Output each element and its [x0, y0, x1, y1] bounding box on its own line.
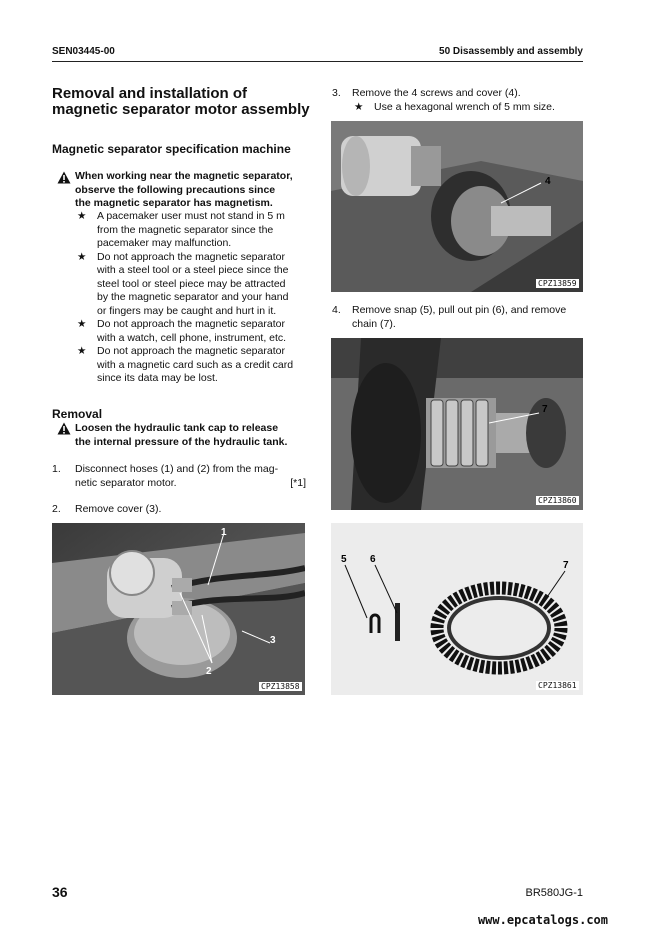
precaution-line: Do not approach the magnetic separator — [97, 250, 285, 263]
removal-heading: Removal — [52, 407, 103, 421]
star-icon: ★ — [77, 250, 87, 263]
star-icon: ★ — [77, 345, 87, 357]
step-note-text: Use a hexagonal wrench of 5 mm size. — [374, 100, 555, 113]
page-title: Removal and installation of magnetic separator motor assembly — [52, 85, 310, 118]
precaution-line: or fingers may be caught and hurt in it. — [97, 304, 277, 317]
precaution-item — [75, 318, 306, 345]
precaution-line: steel tool or steel piece may be attracted — [97, 277, 286, 290]
step-note — [352, 101, 583, 115]
page-number: 36 — [52, 884, 68, 900]
photo-motor-cover — [331, 121, 583, 292]
warning-line: When working near the magnetic separator, — [75, 170, 293, 182]
warning-pressure — [75, 422, 306, 449]
precaution-line: with a steel tool or a steel piece since the — [97, 264, 289, 276]
precaution-line: with a magnetic card such as a credit card — [97, 358, 294, 371]
step-1-text — [75, 463, 306, 490]
step-number: 3. — [332, 87, 341, 99]
step-line: Remove snap (5), pull out pin (6), and remove — [352, 304, 567, 316]
step-4-text — [352, 304, 583, 331]
warning-line: the magnetic separator has magnetism. — [75, 197, 273, 209]
callout-label: 5 — [341, 554, 347, 565]
section-title: 50 Disassembly and assembly — [439, 46, 583, 57]
precaution-list — [75, 210, 306, 386]
callout-label: 3 — [270, 635, 276, 646]
callout-label: 4 — [545, 176, 551, 187]
doc-code: SEN03445-00 — [52, 46, 115, 57]
step-2-text: Remove cover (3). — [75, 503, 162, 515]
step-line: chain (7). — [352, 317, 396, 330]
star-icon: ★ — [77, 210, 87, 222]
precaution-line: pacemaker may malfunction. — [97, 237, 232, 249]
photo-code: CPZ13860 — [538, 496, 577, 505]
step-line: Remove the 4 screws and cover (4). — [352, 87, 521, 99]
precaution-line: by the magnetic separator and your hand — [97, 291, 289, 303]
precaution-line: Do not approach the magnetic separator — [97, 318, 285, 330]
warning-icon — [57, 171, 71, 184]
callout-label: 7 — [542, 404, 548, 415]
photo-code: CPZ13858 — [261, 682, 300, 691]
precaution-item — [75, 251, 306, 319]
photo-hoses — [52, 523, 305, 695]
warning-line: observe the following precautions since — [75, 183, 276, 196]
step-line: Disconnect hoses (1) and (2) from the mag- — [75, 463, 279, 475]
warning-line: the internal pressure of the hydraulic tank. — [75, 435, 288, 448]
precaution-line: A pacemaker user must not stand in 5 m — [97, 210, 285, 222]
precaution-line: from the magnetic separator since the — [97, 223, 274, 236]
watermark-url[interactable]: www.epcatalogs.com — [477, 913, 608, 927]
precaution-item — [75, 345, 306, 386]
warning-line: Loosen the hydraulic tank cap to release — [75, 422, 279, 434]
precaution-line: with a watch, cell phone, instrument, etc. — [97, 331, 287, 344]
star-icon: ★ — [77, 318, 87, 330]
step-number: 2. — [52, 503, 61, 515]
callout-label: 7 — [563, 560, 569, 571]
star-icon: ★ — [354, 100, 364, 113]
photo-chain-installed — [331, 338, 583, 510]
photo-removed-parts — [331, 523, 583, 695]
warning-magnetism — [75, 170, 306, 211]
precaution-line: since its data may be lost. — [97, 372, 218, 384]
header-rule — [52, 61, 583, 62]
callout-label: 2 — [206, 666, 212, 677]
step-line: netic separator motor. — [75, 476, 177, 489]
precaution-line: Do not approach the magnetic separator — [97, 345, 285, 357]
model-code: BR580JG-1 — [525, 887, 583, 899]
callout-label: 1 — [221, 527, 227, 538]
step-line-row — [75, 477, 306, 491]
step-3-text — [352, 87, 583, 114]
photo-code: CPZ13859 — [538, 279, 577, 288]
step-number: 1. — [52, 463, 61, 475]
page-subtitle: Magnetic separator specification machine — [52, 142, 291, 156]
precaution-item — [75, 210, 306, 251]
step-number: 4. — [332, 304, 341, 316]
photo-code: CPZ13861 — [538, 681, 577, 690]
warning-icon — [57, 422, 71, 435]
reference-mark: [*1] — [290, 476, 306, 489]
callout-label: 6 — [370, 554, 376, 565]
